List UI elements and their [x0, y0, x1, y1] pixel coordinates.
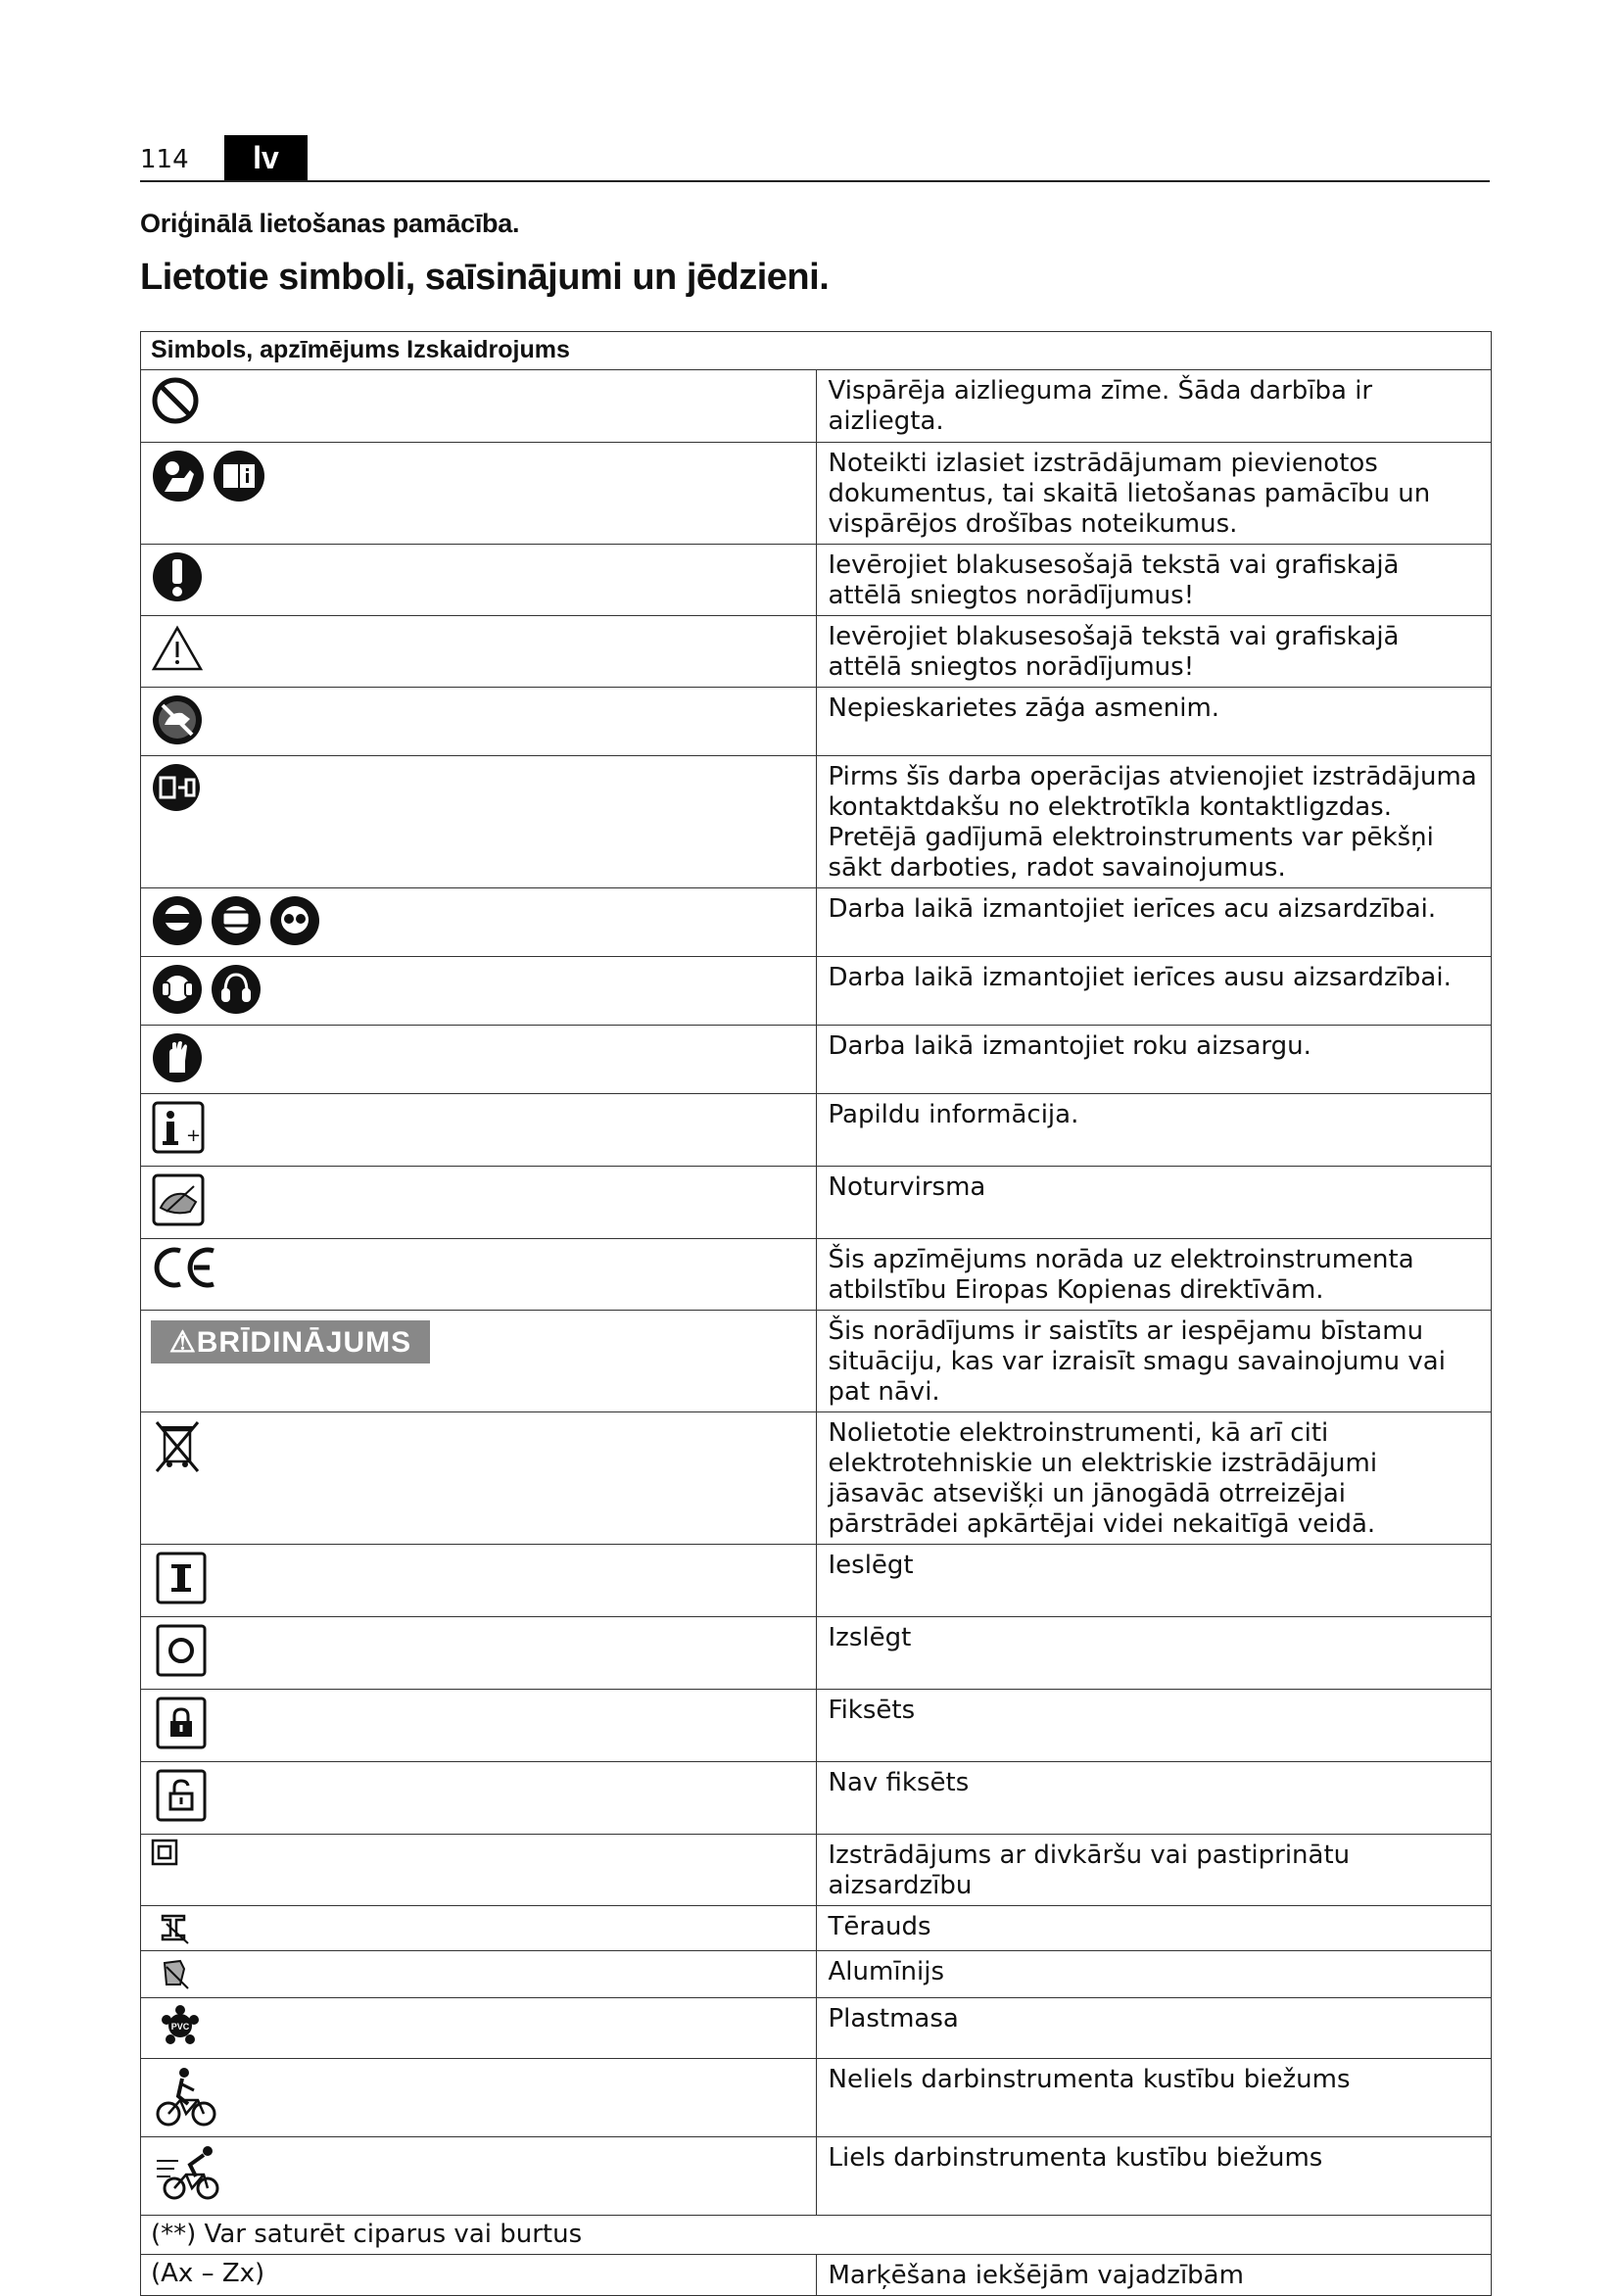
table-row	[141, 370, 1492, 443]
info-icon	[151, 1100, 206, 1155]
table-row	[141, 443, 1492, 545]
double-insulation-icon	[151, 1839, 178, 1866]
no-touch-blade-icon	[151, 694, 204, 746]
row-text: Fiksēts	[816, 1690, 1492, 1762]
locked-icon	[155, 1696, 208, 1750]
table-row	[141, 1617, 1492, 1690]
ce-mark-icon	[151, 1245, 219, 1290]
table-row	[141, 2059, 1492, 2137]
slow-bicycle-icon	[155, 2065, 217, 2129]
subtitle: Oriģinālā lietošanas pamācība.	[140, 209, 520, 238]
header-rule	[140, 180, 1490, 182]
table-row	[141, 1311, 1492, 1412]
table-row	[141, 888, 1492, 957]
exclamation-icon	[151, 550, 204, 603]
grip-surface-icon	[151, 1172, 206, 1227]
marking-symbol: (Ax – Zx)	[141, 2255, 817, 2296]
row-text: Pirms šīs darba operācijas atvienojiet izstrādājuma kontaktdakšu no elektrotīkla kontaktligzdas. Pretējā gadījumā elektroinstruments var pēkšņi sākt darboties, radot savainojumus.	[816, 756, 1492, 888]
row-text: Papildu informācija.	[816, 1094, 1492, 1167]
row-text: Ievērojiet blakusesošajā tekstā vai grafiskajā attēlā sniegtos norādījumus!	[816, 616, 1492, 688]
page-title: Lietotie simboli, saīsinājumi un jēdzieni.	[140, 257, 830, 298]
goggles-icon	[151, 894, 204, 947]
table-row	[141, 2255, 1492, 2296]
pvc-plastic-icon	[155, 2002, 206, 2049]
row-text: Marķēšana iekšējām vajadzībām	[816, 2255, 1492, 2296]
row-text: Neliels darbinstrumenta kustību biežums	[816, 2059, 1492, 2137]
gloves-icon	[151, 1031, 204, 1084]
table-row	[141, 1026, 1492, 1094]
row-text: Šis apzīmējums norāda uz elektroinstrumenta atbilstību Eiropas Kopienas direktīvām.	[816, 1239, 1492, 1311]
warning-triangle-icon	[151, 622, 204, 675]
read-manual-icon	[151, 449, 206, 503]
row-text: Vispārēja aizlieguma zīme. Šāda darbība ir aizliegta.	[816, 370, 1492, 443]
unplug-icon	[151, 762, 202, 813]
unlocked-icon	[155, 1768, 208, 1823]
page-header	[140, 135, 1490, 182]
table-row	[141, 957, 1492, 1026]
table-row	[141, 1239, 1492, 1311]
table-row	[141, 1906, 1492, 1951]
svg-text:PVC: PVC	[170, 2022, 190, 2032]
row-text: Noteikti izlasiet izstrādājumam pievienotos dokumentus, tai skaitā lietošanas pamācību un vispārējos drošības noteikumus.	[816, 443, 1492, 545]
prohibition-icon	[151, 376, 200, 425]
row-text: Darba laikā izmantojiet roku aizsargu.	[816, 1026, 1492, 1094]
ear-protection-icon	[151, 963, 204, 1016]
row-text: Noturvirsma	[816, 1167, 1492, 1239]
row-text: Šis norādījums ir saistīts ar iespējamu bīstamu situāciju, kas var izraisīt smagu savainojumu vai pat nāvi.	[816, 1311, 1492, 1412]
table-row	[141, 1690, 1492, 1762]
table-row	[141, 1998, 1492, 2059]
row-text: Alumīnijs	[816, 1951, 1492, 1998]
table-row	[141, 616, 1492, 688]
row-text: Plastmasa	[816, 1998, 1492, 2059]
row-text: Liels darbinstrumenta kustību biežums	[816, 2137, 1492, 2216]
table-row	[141, 2216, 1492, 2255]
row-text: Tērauds	[816, 1906, 1492, 1951]
table-row	[141, 1951, 1492, 1998]
table-row	[141, 1835, 1492, 1906]
footnote: (**) Var saturēt ciparus vai burtus	[141, 2216, 1492, 2255]
steel-icon	[159, 1910, 194, 1945]
row-text: Darba laikā izmantojiet ierīces ausu aizsardzībai.	[816, 957, 1492, 1026]
row-text: Nolietotie elektroinstrumenti, kā arī citi elektrotehniskie un elektriskie izstrādājumi jāsavāc atsevišķi un jānogādā otrreizējai pārstrādei apkārtējai videi nekaitīgā veidā.	[816, 1412, 1492, 1545]
row-text: Izstrādājums ar divkāršu vai pastiprinātu aizsardzību	[816, 1835, 1492, 1906]
manual-book-icon	[212, 449, 266, 503]
table-header: Simbols, apzīmējums Izskaidrojums	[141, 332, 1492, 370]
table-row	[141, 2137, 1492, 2216]
row-text: Ieslēgt	[816, 1545, 1492, 1617]
row-text: Ievērojiet blakusesošajā tekstā vai grafiskajā attēlā sniegtos norādījumus!	[816, 545, 1492, 616]
switch-off-icon	[155, 1623, 208, 1678]
table-row	[141, 1762, 1492, 1835]
language-tab: lv	[224, 135, 308, 180]
row-text: Nav fiksēts	[816, 1762, 1492, 1835]
symbols-table	[140, 331, 1492, 2296]
svg-text:+: +	[186, 1125, 202, 1146]
fast-bicycle-icon	[155, 2143, 223, 2202]
ear-muffs-icon	[210, 963, 262, 1016]
table-row	[141, 545, 1492, 616]
page-number: 114	[140, 145, 189, 174]
row-text: Nepieskarietes zāģa asmenim.	[816, 688, 1492, 756]
table-row	[141, 688, 1492, 756]
switch-on-icon	[155, 1551, 208, 1605]
table-row	[141, 1094, 1492, 1167]
table-row	[141, 1412, 1492, 1545]
safety-glasses-icon	[268, 894, 321, 947]
row-text: Darba laikā izmantojiet ierīces acu aizsardzībai.	[816, 888, 1492, 957]
warning-badge: ⚠BRĪDINĀJUMS	[151, 1320, 430, 1363]
face-shield-icon	[210, 894, 262, 947]
row-text: Izslēgt	[816, 1617, 1492, 1690]
aluminium-icon	[159, 1955, 194, 1990]
crossed-bin-icon	[153, 1418, 202, 1473]
table-row	[141, 1545, 1492, 1617]
table-row	[141, 1167, 1492, 1239]
table-row	[141, 756, 1492, 888]
